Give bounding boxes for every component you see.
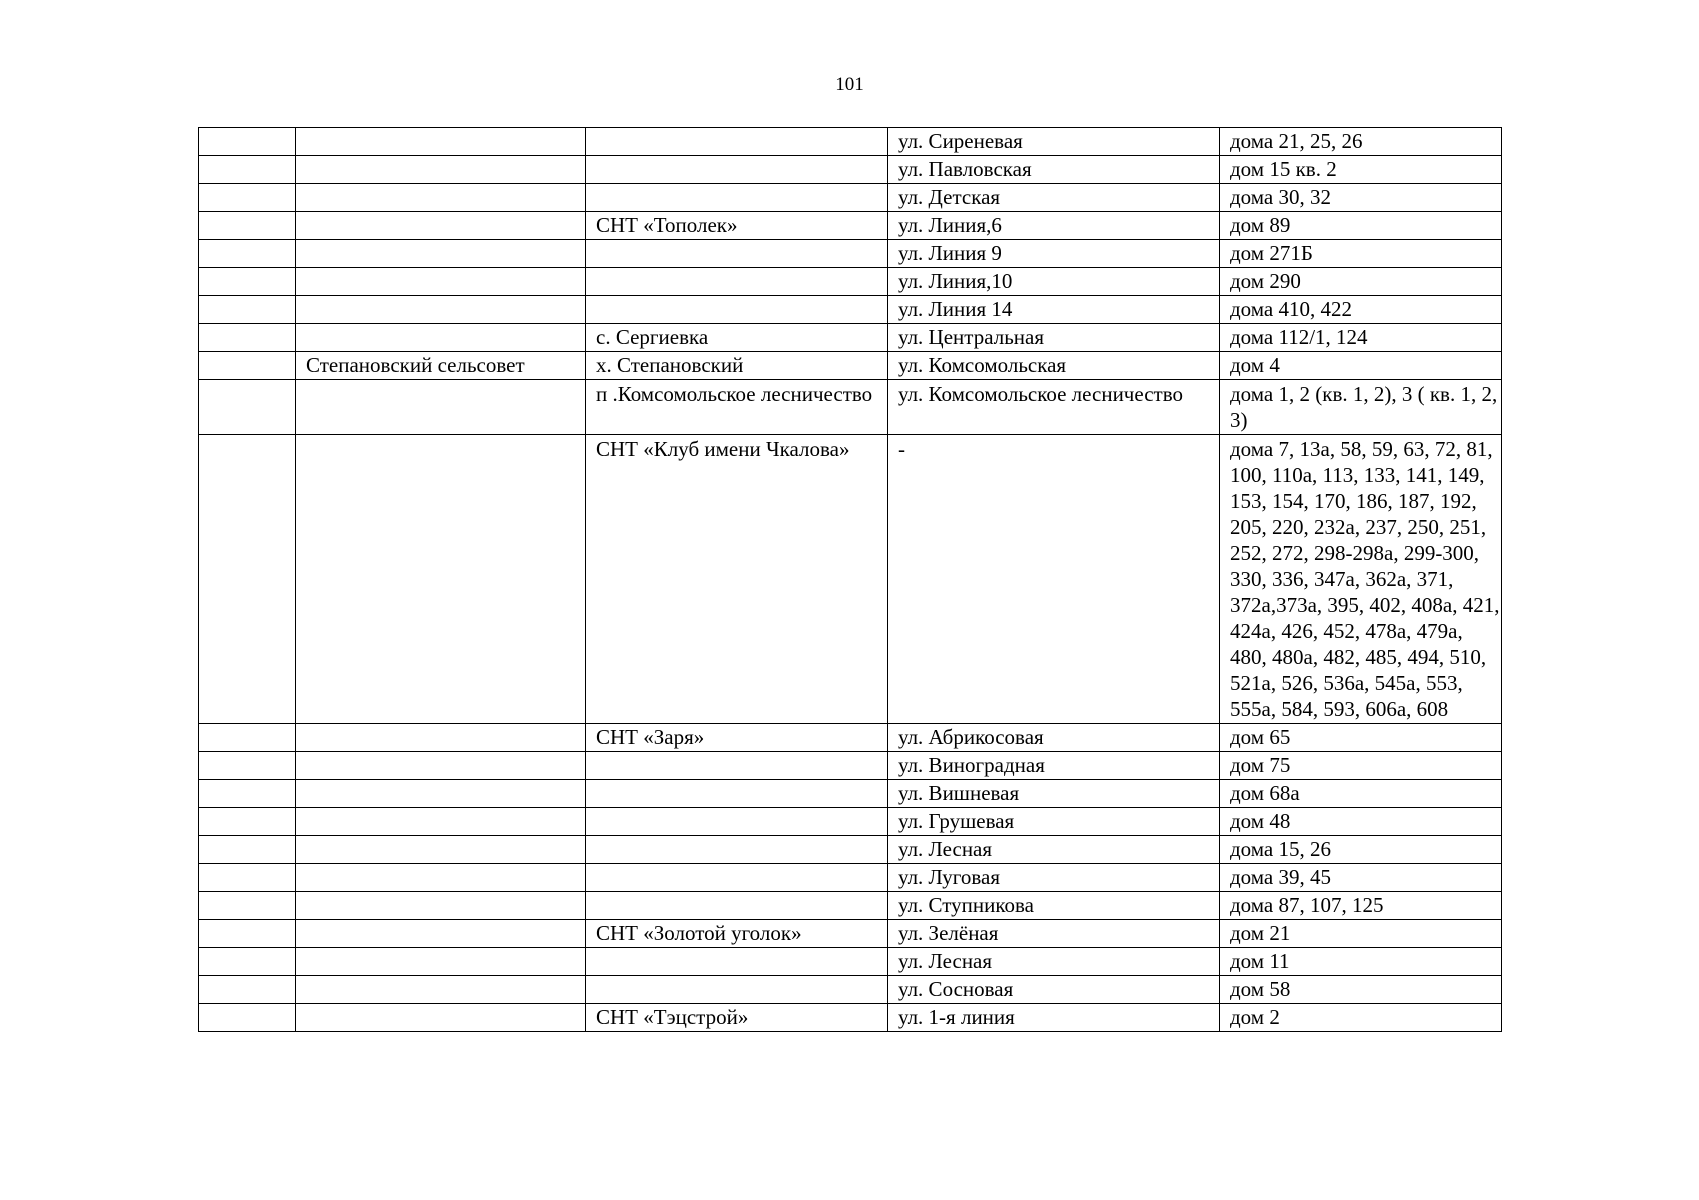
- table-cell: [199, 948, 296, 976]
- table-cell: дома 112/1, 124: [1220, 324, 1502, 352]
- table-row: [199, 864, 1502, 892]
- table-cell: [199, 976, 296, 1004]
- table-cell: [296, 184, 586, 212]
- table-cell: ул. Линия,6: [888, 212, 1220, 240]
- table-cell: [586, 780, 888, 808]
- table-cell: СНТ «Тэцстрой»: [586, 1004, 888, 1032]
- table-cell: с. Сергиевка: [586, 324, 888, 352]
- table-cell: СНТ «Золотой уголок»: [586, 920, 888, 948]
- table-cell: [199, 128, 296, 156]
- table-cell: [199, 836, 296, 864]
- table-cell: [586, 836, 888, 864]
- table-cell: [296, 808, 586, 836]
- table-cell: [296, 212, 586, 240]
- table-row: [199, 212, 1502, 240]
- table-cell: ул. Луговая: [888, 864, 1220, 892]
- table-cell: ул. Грушевая: [888, 808, 1220, 836]
- table-cell: дом 65: [1220, 724, 1502, 752]
- table-cell: [586, 948, 888, 976]
- table-row: [199, 324, 1502, 352]
- table-row: [199, 296, 1502, 324]
- table-cell: ул. Лесная: [888, 836, 1220, 864]
- table-row: [199, 976, 1502, 1004]
- table-cell: ул. Абрикосовая: [888, 724, 1220, 752]
- table-row: [199, 836, 1502, 864]
- table-cell: дом 89: [1220, 212, 1502, 240]
- table-cell: [296, 296, 586, 324]
- table-cell: дом 21: [1220, 920, 1502, 948]
- table-cell: дома 30, 32: [1220, 184, 1502, 212]
- table-cell: ул. Линия 9: [888, 240, 1220, 268]
- table-row: [199, 808, 1502, 836]
- table-cell: СНТ «Клуб имени Чкалова»: [586, 435, 888, 724]
- table-cell: ул. Вишневая: [888, 780, 1220, 808]
- table-cell: ул. Зелёная: [888, 920, 1220, 948]
- table-row: [199, 948, 1502, 976]
- table-cell: дома 87, 107, 125: [1220, 892, 1502, 920]
- table-cell: [586, 752, 888, 780]
- table-cell: ул. Павловская: [888, 156, 1220, 184]
- table-cell: ул. Линия 14: [888, 296, 1220, 324]
- table-cell: [199, 920, 296, 948]
- table-cell: [296, 156, 586, 184]
- table-cell: [296, 240, 586, 268]
- table-cell: [199, 240, 296, 268]
- table-cell: [296, 976, 586, 1004]
- table-cell: дома 7, 13а, 58, 59, 63, 72, 81, 100, 110а, 113, 133, 141, 149, 153, 154, 170, 186, 187, 192, 205, 220, 232а, 237, 250, 251, 252, 272, 298-298а, 299-300, 330, 336, 347а, 362а, 371, 372а,373а, 395, 402, 408а, 421, 424а, 426, 452, 478а, 479а, 480, 480а, 482, 485, 494, 510, 521а, 526, 536а, 545а, 553, 555а, 584, 593, 606а, 608: [1220, 435, 1502, 724]
- table-cell: [586, 864, 888, 892]
- table-cell: [199, 296, 296, 324]
- table-cell: [296, 780, 586, 808]
- table-cell: [586, 892, 888, 920]
- table-cell: дом 15 кв. 2: [1220, 156, 1502, 184]
- table-cell: [199, 1004, 296, 1032]
- table-cell: дом 58: [1220, 976, 1502, 1004]
- table-row: [199, 156, 1502, 184]
- table-cell: [199, 808, 296, 836]
- table-cell: дома 15, 26: [1220, 836, 1502, 864]
- table-cell: [586, 184, 888, 212]
- table-cell: [296, 128, 586, 156]
- table-row: [199, 352, 1502, 380]
- table-row: [199, 128, 1502, 156]
- table-cell: [199, 268, 296, 296]
- table-cell: [296, 724, 586, 752]
- table-cell: дома 1, 2 (кв. 1, 2), 3 ( кв. 1, 2, 3): [1220, 380, 1502, 435]
- table-cell: [199, 212, 296, 240]
- table-cell: ул. Лесная: [888, 948, 1220, 976]
- table-cell: [199, 864, 296, 892]
- table-cell: [296, 892, 586, 920]
- table-cell: [586, 296, 888, 324]
- table-cell: [586, 128, 888, 156]
- table-cell: ул. Детская: [888, 184, 1220, 212]
- table-cell: х. Степановский: [586, 352, 888, 380]
- table-cell: СНТ «Заря»: [586, 724, 888, 752]
- table-cell: [296, 435, 586, 724]
- table-cell: [296, 920, 586, 948]
- table-cell: [586, 976, 888, 1004]
- table-cell: [296, 864, 586, 892]
- table-row: [199, 892, 1502, 920]
- table-row: [199, 920, 1502, 948]
- table-cell: дом 290: [1220, 268, 1502, 296]
- table-row: [199, 240, 1502, 268]
- table-cell: [586, 268, 888, 296]
- table-cell: ул. Сиреневая: [888, 128, 1220, 156]
- table-cell: дом 271Б: [1220, 240, 1502, 268]
- table-row: [199, 380, 1502, 435]
- table-row: [199, 780, 1502, 808]
- table-cell: [586, 808, 888, 836]
- table-cell: ул. Виноградная: [888, 752, 1220, 780]
- table-cell: дома 410, 422: [1220, 296, 1502, 324]
- table-cell: [199, 324, 296, 352]
- table-cell: [586, 156, 888, 184]
- table-cell: ул. Комсомольская: [888, 352, 1220, 380]
- table-row: [199, 435, 1502, 724]
- table-row: [199, 268, 1502, 296]
- table-cell: [296, 948, 586, 976]
- table-cell: ул. Центральная: [888, 324, 1220, 352]
- table-cell: [199, 156, 296, 184]
- table-cell: дом 4: [1220, 352, 1502, 380]
- table-cell: [199, 752, 296, 780]
- table-cell: ул. Ступникова: [888, 892, 1220, 920]
- table-cell: ул. Комсомольское лесничество: [888, 380, 1220, 435]
- table-cell: п .Комсомольское лесничество: [586, 380, 888, 435]
- table-row: [199, 184, 1502, 212]
- table-cell: [199, 780, 296, 808]
- table-cell: [296, 752, 586, 780]
- table-cell: дом 68а: [1220, 780, 1502, 808]
- table-cell: [586, 240, 888, 268]
- table-cell: ул. Линия,10: [888, 268, 1220, 296]
- table-cell: дом 11: [1220, 948, 1502, 976]
- table-cell: дом 48: [1220, 808, 1502, 836]
- table-cell: [296, 268, 586, 296]
- table-cell: [199, 352, 296, 380]
- table-cell: [296, 1004, 586, 1032]
- table-cell: [199, 435, 296, 724]
- table-cell: [199, 380, 296, 435]
- table-cell: дома 39, 45: [1220, 864, 1502, 892]
- table-cell: дом 2: [1220, 1004, 1502, 1032]
- table-row: [199, 752, 1502, 780]
- table-cell: дома 21, 25, 26: [1220, 128, 1502, 156]
- table-cell: ул. 1-я линия: [888, 1004, 1220, 1032]
- table-cell: [296, 380, 586, 435]
- table-cell: [199, 724, 296, 752]
- table-cell: [199, 892, 296, 920]
- page-number: 101: [835, 74, 864, 95]
- table-cell: ул. Сосновая: [888, 976, 1220, 1004]
- table-cell: -: [888, 435, 1220, 724]
- table-cell: Степановский сельсовет: [296, 352, 586, 380]
- table-row: [199, 1004, 1502, 1032]
- table-cell: дом 75: [1220, 752, 1502, 780]
- table-cell: [296, 836, 586, 864]
- table-cell: [296, 324, 586, 352]
- table-row: [199, 724, 1502, 752]
- address-table: [198, 127, 1502, 1032]
- table-cell: [199, 184, 296, 212]
- table-cell: СНТ «Тополек»: [586, 212, 888, 240]
